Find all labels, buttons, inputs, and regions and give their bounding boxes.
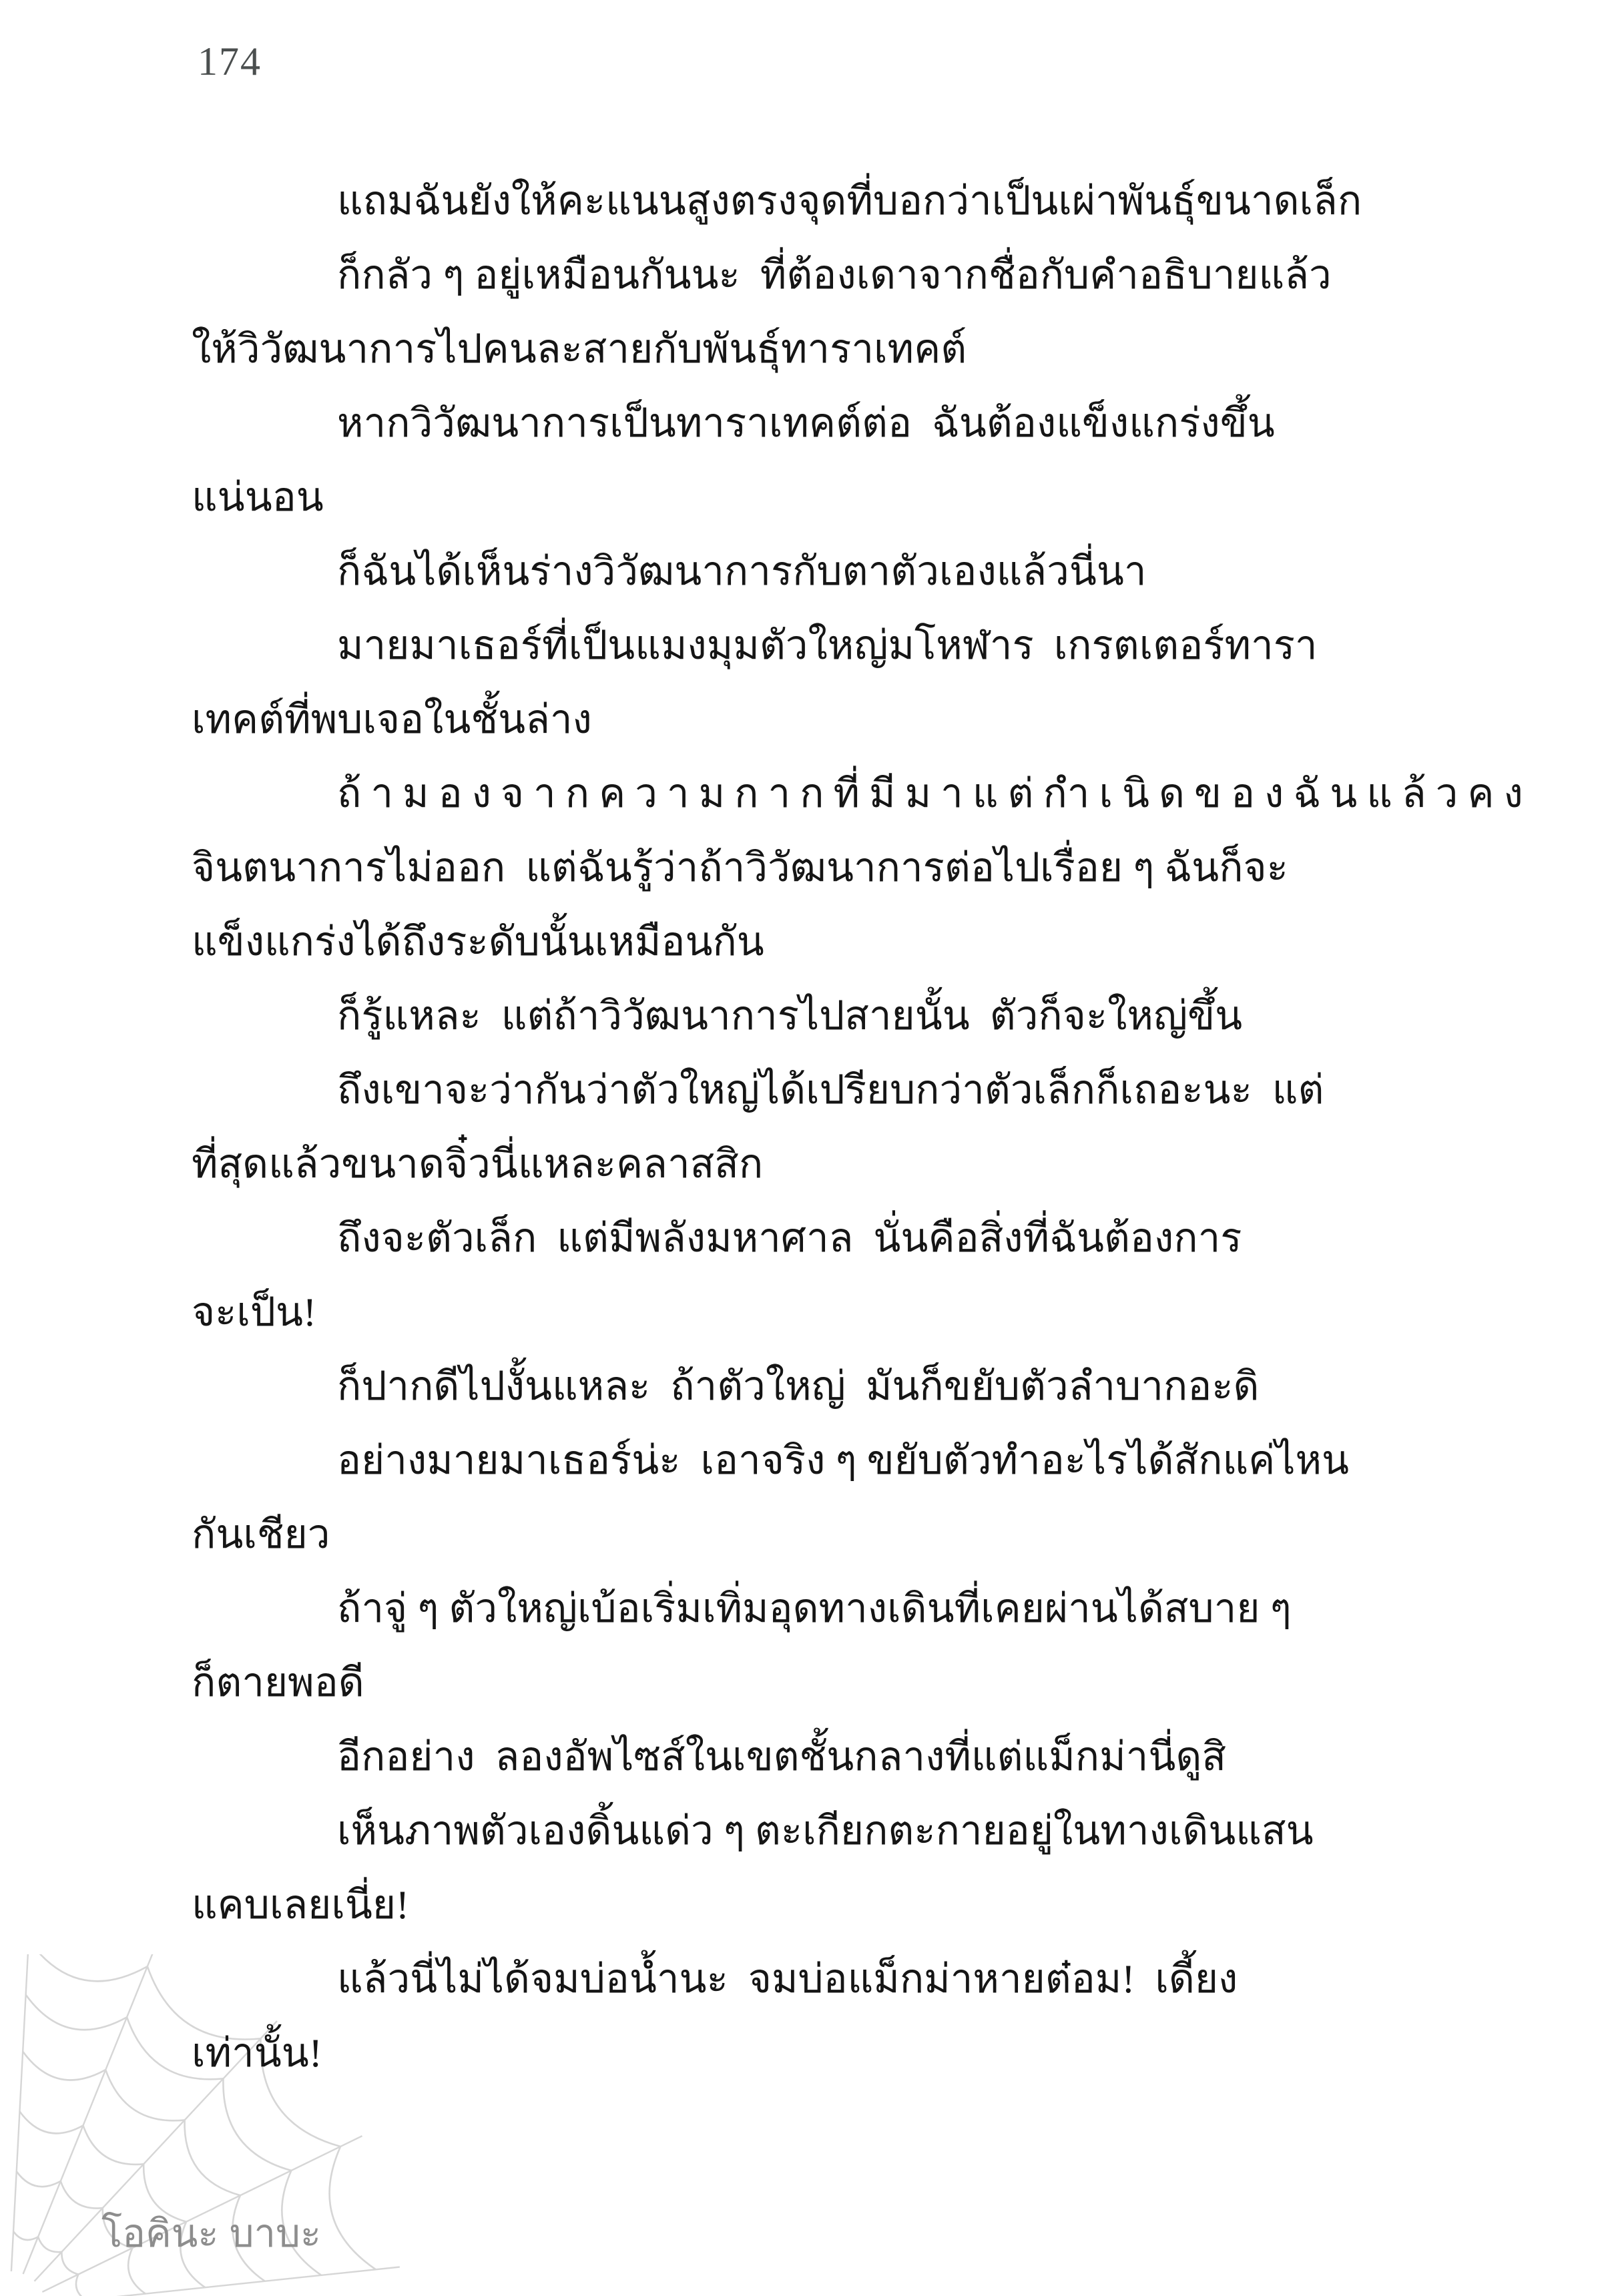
body-text [192, 164, 1533, 2090]
text-line: มายมาเธอร์ที่เป็นแมงมุมตัวใหญ่มโหฬาร เกรตเตอร์ทารา [337, 623, 1318, 667]
text-line: ให้วิวัฒนาการไปคนละสายกับพันธุ์ทาราเทคต์ [192, 327, 967, 371]
text-line: ก็ตายพอดี [192, 1661, 364, 1705]
text-line: ถึงจะตัวเล็ก แต่มีพลังมหาศาล นั่นคือสิ่งที่ฉันต้องการ [337, 1216, 1242, 1260]
text-line: เท่านั้น! [192, 2031, 322, 2075]
text-line: เห็นภาพตัวเองดิ้นแด่ว ๆ ตะเกียกตะกายอยู่ในทางเดินแสน [337, 1809, 1314, 1853]
text-line: หากวิวัฒนาการเป็นทาราเทคต์ต่อ ฉันต้องแข็งแกร่งขึ้น [337, 401, 1275, 445]
page-number: 174 [198, 39, 262, 83]
text-line: อย่างมายมาเธอร์น่ะ เอาจริง ๆ ขยับตัวทำอะไรได้สักแค่ไหน [337, 1438, 1350, 1482]
footer-author-name: โอคินะ บาบะ [101, 2212, 322, 2255]
text-line: ก็ฉันได้เห็นร่างวิวัฒนาการกับตาตัวเองแล้วนี่นา [337, 549, 1147, 593]
text-line: แน่นอน [192, 475, 324, 519]
text-line: ถึงเขาจะว่ากันว่าตัวใหญ่ได้เปรียบกว่าตัวเล็กก็เถอะนะ แต่ [337, 1068, 1324, 1112]
text-line: ถ้าจู่ ๆ ตัวใหญ่เบ้อเริ่มเทิ่มอุดทางเดินที่เคยผ่านได้สบาย ๆ [337, 1587, 1292, 1631]
text-line: อีกอย่าง ลองอัพไซส์ในเขตชั้นกลางที่แต่แม็กม่านี่ดูสิ [337, 1735, 1226, 1779]
text-line: ที่สุดแล้วขนาดจิ๋วนี่แหละคลาสสิก [192, 1142, 764, 1186]
text-line: จินตนาการไม่ออก แต่ฉันรู้ว่าถ้าวิวัฒนาการต่อไปเรื่อย ๆ ฉันก็จะ [192, 846, 1288, 890]
text-line: แล้วนี่ไม่ได้จมบ่อน้ำนะ จมบ่อแม็กม่าหายต๋อม! เดี้ยง [337, 1957, 1238, 2001]
text-line: กันเชียว [192, 1512, 330, 1556]
text-line: ถ้ามองจากความกากที่มีมาแต่กำเนิดของฉันแล้วคง [337, 772, 1533, 816]
text-line: แคบเลยเนี่ย! [192, 1883, 409, 1927]
text-line: จะเป็น! [192, 1290, 316, 1334]
text-line: เทคต์ที่พบเจอในชั้นล่าง [192, 697, 592, 742]
text-line: ก็กลัว ๆ อยู่เหมือนกันนะ ที่ต้องเดาจากชื่อกับคำอธิบายแล้ว [337, 253, 1332, 297]
text-line: แถมฉันยังให้คะแนนสูงตรงจุดที่บอกว่าเป็นเผ่าพันธุ์ขนาดเล็ก [337, 179, 1362, 223]
text-line: ก็ปากดีไปงั้นแหละ ถ้าตัวใหญ่ มันก็ขยับตัวลำบากอะดิ [337, 1364, 1260, 1408]
text-line: ก็รู้แหละ แต่ถ้าวิวัฒนาการไปสายนั้น ตัวก็จะใหญ่ขึ้น [337, 994, 1243, 1038]
text-line: แข็งแกร่งได้ถึงระดับนั้นเหมือนกัน [192, 920, 764, 964]
